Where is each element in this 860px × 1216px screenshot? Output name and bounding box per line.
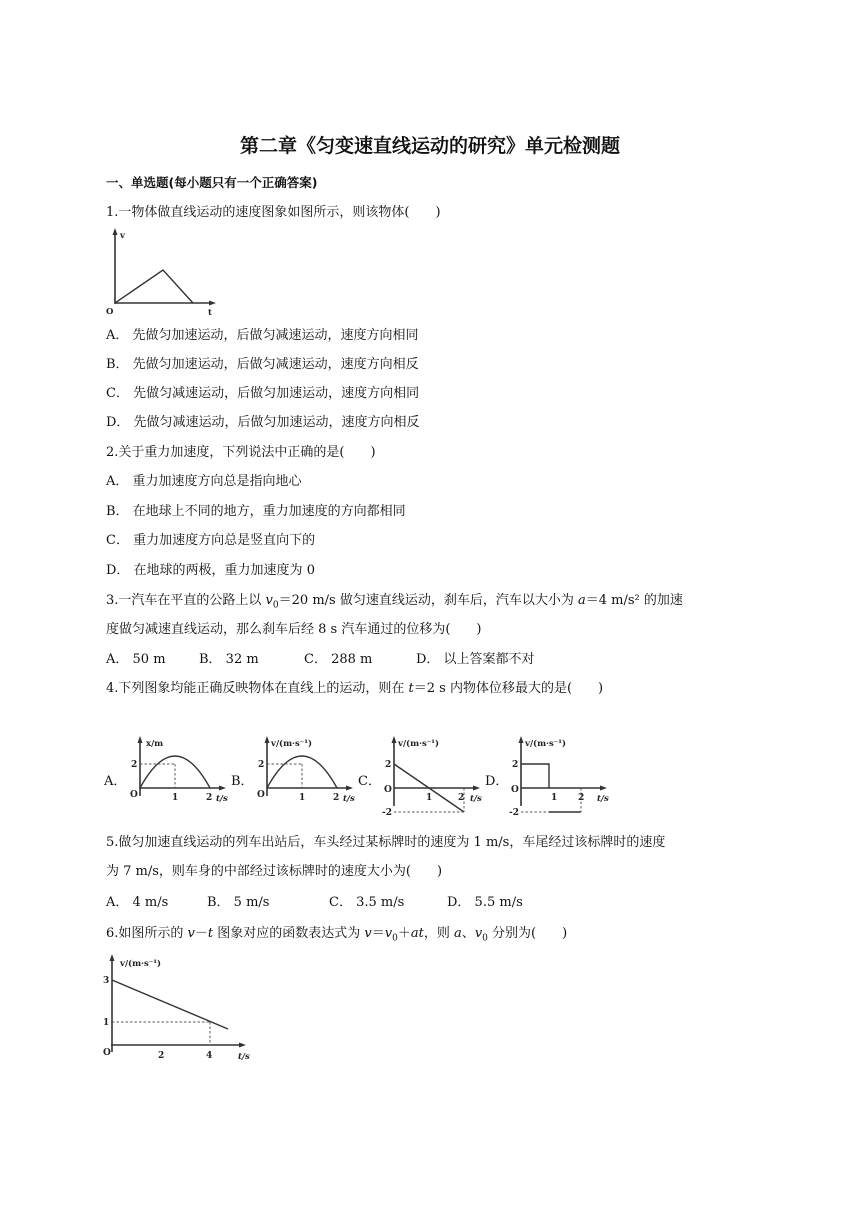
- q4d-y-tick-2: 2: [512, 760, 519, 770]
- q1-origin-label: O: [106, 307, 114, 317]
- q4a-x-label: t/s: [216, 794, 228, 804]
- q4a-x-tick-1: 1: [172, 793, 179, 803]
- question-1-option-b[interactable]: B． 先做匀加速运动，后做匀减速运动，速度方向相反: [106, 357, 419, 372]
- question-4-option-c-label[interactable]: C．: [358, 774, 381, 789]
- q4b-x-tick-2: 2: [333, 793, 340, 803]
- q4c-x-tick-2: 2: [458, 793, 465, 803]
- page-title: 第二章《匀变速直线运动的研究》单元检测题: [239, 135, 620, 157]
- q4b-x-label: t/s: [343, 794, 355, 804]
- q4c-x-tick-1: 1: [426, 793, 433, 803]
- question-3-stem-line2: 度做匀减速直线运动，那么刹车后经 8 s 汽车通过的位移为( ): [106, 622, 482, 637]
- q4c-y-label: v/(m·s⁻¹): [398, 739, 440, 749]
- question-1-option-a[interactable]: A． 先做匀加速运动，后做匀减速运动，速度方向相同: [106, 328, 419, 343]
- q4d-origin: O: [511, 785, 519, 795]
- question-6-graph: [100, 950, 260, 1065]
- q4c-y-tick-2: 2: [385, 760, 392, 770]
- q4c-y-tick-neg2: -2: [382, 808, 392, 818]
- question-2-option-b[interactable]: B． 在地球上不同的地方，重力加速度的方向都相同: [106, 504, 406, 519]
- q6-y-tick-1: 1: [103, 1018, 110, 1028]
- question-1-option-d[interactable]: D． 先做匀减速运动，后做匀加速运动，速度方向相反: [106, 415, 420, 430]
- q6-origin: O: [103, 1048, 111, 1058]
- q1-v-axis-label: v: [120, 231, 125, 241]
- question-2-option-a[interactable]: A． 重力加速度方向总是指向地心: [106, 474, 302, 489]
- q4b-y-tick-2: 2: [258, 760, 265, 770]
- q6-y-label: v/(m·s⁻¹): [120, 959, 162, 969]
- question-5-stem-line2: 为 7 m/s，则车身的中部经过该标牌时的速度大小为( ): [106, 864, 443, 879]
- question-1-stem: 1.一物体做直线运动的速度图象如图所示，则该物体( ): [106, 205, 441, 220]
- question-4-graph-c: [380, 734, 490, 818]
- question-4-stem: 4.下列图象均能正确反映物体在直线上的运动，则在 t＝2 s 内物体位移最大的是( ): [106, 681, 604, 696]
- section-heading: 一、单选题(每小题只有一个正确答案): [106, 175, 318, 190]
- question-3-stem-line1: 3.一汽车在平直的公路上以 $v_0=20$ m/s 做匀速直线运动，刹车后，汽车以大小为 a＝4 m/s² 的加速: [106, 593, 683, 611]
- q4a-x-tick-2: 2: [206, 793, 213, 803]
- question-1-option-c[interactable]: C． 先做匀减速运动，后做匀加速运动，速度方向相同: [106, 386, 420, 401]
- question-4-graph-b: [253, 734, 363, 806]
- question-1-graph: [104, 226, 224, 318]
- question-2-stem: 2.关于重力加速度，下列说法中正确的是( ): [106, 445, 376, 460]
- question-5-stem-line1: 5.做匀加速直线运动的列车出站后，车头经过某标牌时的速度为 1 m/s，车尾经过该标牌时的速度: [106, 835, 666, 850]
- question-6-stem: 6.如图所示的 v－t 图象对应的函数表达式为 $v=v_0+at$，则 a、$v_0$ 分别为( ): [106, 926, 568, 944]
- q4d-x-label: t/s: [597, 794, 609, 804]
- q4b-y-label: v/(m·s⁻¹): [271, 739, 313, 749]
- question-3-option-d[interactable]: D． 以上答案都不对: [416, 652, 535, 667]
- question-3-option-c[interactable]: C． 288 m: [304, 652, 373, 667]
- question-5-option-c[interactable]: C． 3.5 m/s: [329, 895, 405, 910]
- q4d-x-tick-2: 2: [578, 793, 585, 803]
- q4d-x-tick-1: 1: [551, 793, 558, 803]
- q6-y-tick-3: 3: [103, 976, 110, 986]
- q6-x-tick-2: 2: [158, 1051, 165, 1061]
- question-4-option-a-label[interactable]: A．: [104, 774, 127, 789]
- question-3-option-a[interactable]: A． 50 m: [106, 652, 166, 667]
- q4a-y-tick-2: 2: [131, 760, 138, 770]
- q1-t-axis-label: t: [208, 308, 212, 318]
- question-5-option-a[interactable]: A． 4 m/s: [106, 895, 169, 910]
- question-3-option-b[interactable]: B． 32 m: [199, 652, 259, 667]
- question-4-option-b-label[interactable]: B．: [231, 774, 254, 789]
- question-4-graph-d: [507, 734, 617, 818]
- q4d-y-tick-neg2: -2: [509, 808, 519, 818]
- q4d-y-label: v/(m·s⁻¹): [525, 739, 567, 749]
- question-4-graph-a: [126, 734, 236, 806]
- question-5-option-d[interactable]: D． 5.5 m/s: [447, 895, 523, 910]
- q4a-origin: O: [130, 790, 138, 800]
- q4b-origin: O: [257, 790, 265, 800]
- q6-x-label: t/s: [238, 1052, 250, 1062]
- question-2-option-d[interactable]: D． 在地球的两极，重力加速度为 0: [106, 563, 315, 578]
- q4c-origin: O: [384, 785, 392, 795]
- q6-x-tick-4: 4: [206, 1051, 213, 1061]
- question-4-option-d-label[interactable]: D．: [485, 774, 509, 789]
- q4a-y-label: x/m: [146, 739, 164, 749]
- q4b-x-tick-1: 1: [299, 793, 306, 803]
- question-5-option-b[interactable]: B． 5 m/s: [207, 895, 270, 910]
- question-2-option-c[interactable]: C． 重力加速度方向总是竖直向下的: [106, 533, 316, 548]
- q4c-x-label: t/s: [470, 794, 482, 804]
